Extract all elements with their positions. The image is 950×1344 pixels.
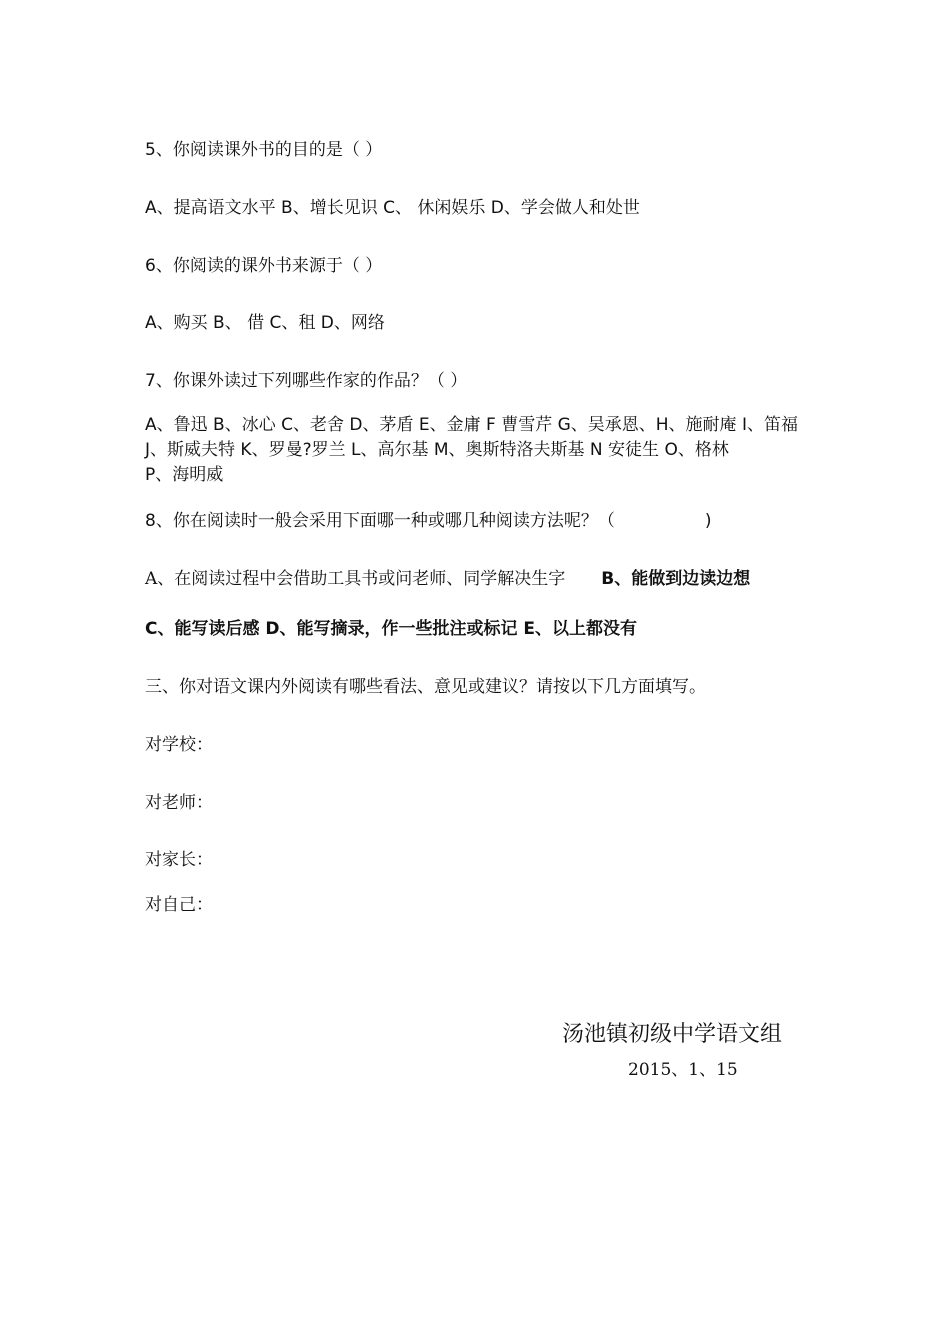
question-8 (145, 509, 711, 533)
question-7-options-line-3: P、海明威 (145, 465, 224, 485)
section-3-title: 三、你对语文课内外阅读有哪些看法、意见或建议？请按以下几方面填写。 (145, 677, 706, 697)
question-8-option-a: A、在阅读过程中会借助工具书或问老师、同学解决生字 (145, 569, 566, 589)
question-8-text: 8、你在阅读时一般会采用下面哪一种或哪几种阅读方法呢？（ (145, 511, 615, 531)
question-7-options-line-2: J、斯威夫特 K、罗曼?罗兰 L、高尔基 M、奥斯特洛夫斯基 N 安徒生 O、格林 (145, 440, 729, 460)
to-parents-label: 对家长： (145, 850, 213, 870)
question-8-options-line-1 (145, 567, 750, 591)
question-8-option-b: B、能做到边读边想 (601, 569, 751, 589)
to-teacher-label: 对老师： (145, 793, 213, 813)
signature: 汤池镇初级中学语文组 (562, 1022, 783, 1047)
question-5-options: A、提高语文水平 B、增长见识 C、 休闲娱乐 D、学会做人和处世 (145, 198, 640, 218)
question-7-options-line-1: A、鲁迅 B、冰心 C、老舍 D、茅盾 E、金庸 F 曹雪芹 G、吴承恩、H、施耐庵 I、笛福 (145, 415, 798, 435)
to-school-label: 对学校： (145, 735, 213, 755)
to-self-label: 对自己： (145, 895, 213, 915)
question-6-options: A、购买 B、 借 C、租 D、网络 (145, 313, 385, 333)
question-7: 7、你课外读过下列哪些作家的作品？（ ） (145, 371, 468, 391)
question-8-close-paren: ) (704, 511, 712, 531)
question-5: 5、你阅读课外书的目的是（ ） (145, 140, 383, 160)
question-6: 6、你阅读的课外书来源于（ ） (145, 256, 383, 276)
date: 2015、1、15 (628, 1060, 738, 1080)
question-8-options-line-2: C、能写读后感 D、能写摘录，作一些批注或标记 E、以上都没有 (145, 619, 638, 639)
